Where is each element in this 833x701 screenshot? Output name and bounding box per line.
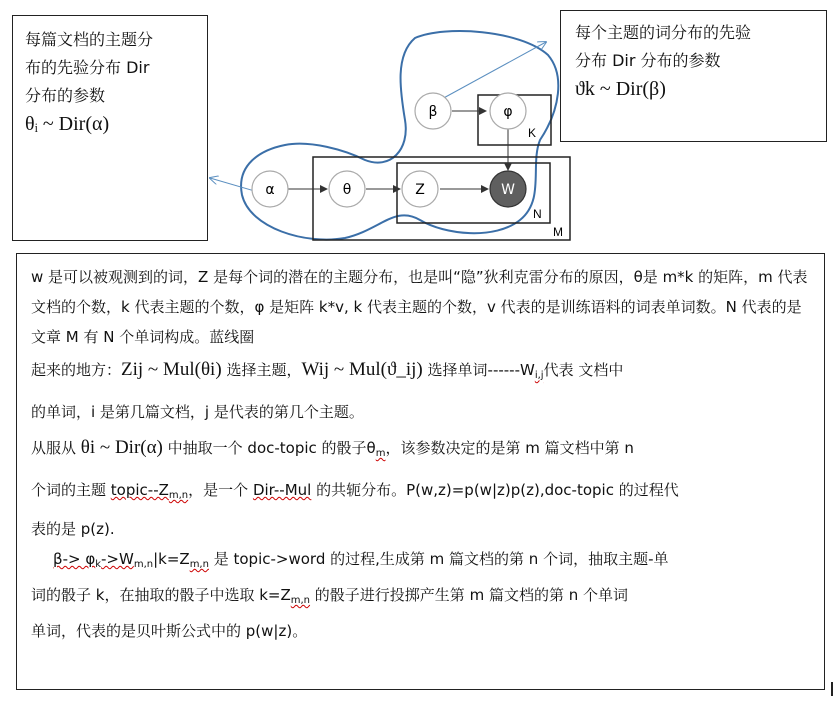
- alpha-prior-note: [12, 15, 208, 241]
- note-line: 每个主题的词分布的先验: [575, 23, 752, 42]
- note-line: 分布的参数: [25, 86, 106, 105]
- plate-k-label: K: [528, 126, 537, 140]
- beta-prior-note: [560, 10, 827, 142]
- plate-n-label: N: [533, 207, 542, 221]
- node-phi-label: φ: [503, 104, 513, 120]
- paragraph: 词的骰子 k，在抽取的骰子中选取 $k=Z_{m,n}$ 的骰子进行投掷产生第 m 篇文档的第 n 个单词: [31, 586, 628, 606]
- note-line: 分布 Dir 分布的参数: [575, 51, 721, 70]
- z-mul-formula: Zij ~ Mul(θi): [121, 359, 222, 380]
- paragraph: $\beta-> \varphi_k->W_{m,n}|k=Z_{m,n}$ 是 topic->word 的过程,生成第 m 篇文档的第 n 个词，抽取主题-单: [53, 550, 669, 570]
- paragraph: w 是可以被观测到的词，Z 是每个词的潜在的主题分布，也是叫“隐”狄利克雷分布的原因，θ是 m*k 的矩阵，m 代表文档的个数，k 代表主题的个数，φ 是矩阵 k*v, k 代表主题的个数，v 代表的是训练语料的词表单词数。N 代表的是文章 M 有 N 个单词构成。蓝线圈: [31, 268, 808, 346]
- node-alpha-label: α: [265, 182, 275, 198]
- theta-dir-formula-inline: θi ~ Dir(α): [80, 437, 163, 458]
- paragraph: 的单词，i 是第几篇文档，j 是代表的第几个主题。: [31, 403, 364, 421]
- node-z-label: Z: [415, 182, 425, 198]
- lda-plate-diagram: [200, 20, 590, 250]
- paragraph: 单词，代表的是贝叶斯公式中的 p(w|z)。: [31, 622, 308, 640]
- w-mul-formula: Wij ~ Mul(ϑ_ij): [301, 359, 423, 380]
- theta-dir-formula: θᵢ ~ Dir(α): [25, 113, 110, 135]
- paragraph: 起来的地方：Zij ~ Mul(θi) 选择主题，Wij ~ Mul(ϑ_ij) 选择单词$------W_{i,j}$代表 文档中: [31, 359, 624, 381]
- explanation-box: [16, 253, 825, 690]
- node-theta-label: θ: [342, 182, 352, 198]
- node-w-label: W: [501, 182, 515, 198]
- pointer-to-right-note: [440, 42, 546, 100]
- paragraph: 个词的主题 topic-$-Z_{m,n}$，是一个 Dir--Mul 的共轭分布。P(w,z)=p(w|z)p(z),doc-topic 的过程代: [31, 481, 679, 501]
- note-line: 布的先验分布 Dir: [25, 58, 150, 77]
- blue-circled-region: [241, 31, 558, 240]
- pointer-to-left-note: [210, 178, 258, 192]
- paragraph: 表的是 p(z).: [31, 520, 115, 538]
- text-cursor: [831, 682, 833, 696]
- paragraph: 从服从 θi ~ Dir(α) 中抽取一个 doc-topic 的骰子$\theta_m$，该参数决定的是第 m 篇文档中第 n: [31, 437, 634, 459]
- phi-dir-formula: ϑk ~ Dir(β): [575, 78, 666, 100]
- plate-m-label: M: [553, 225, 563, 239]
- node-beta-label: β: [428, 104, 438, 120]
- note-line: 每篇文档的主题分: [25, 30, 154, 49]
